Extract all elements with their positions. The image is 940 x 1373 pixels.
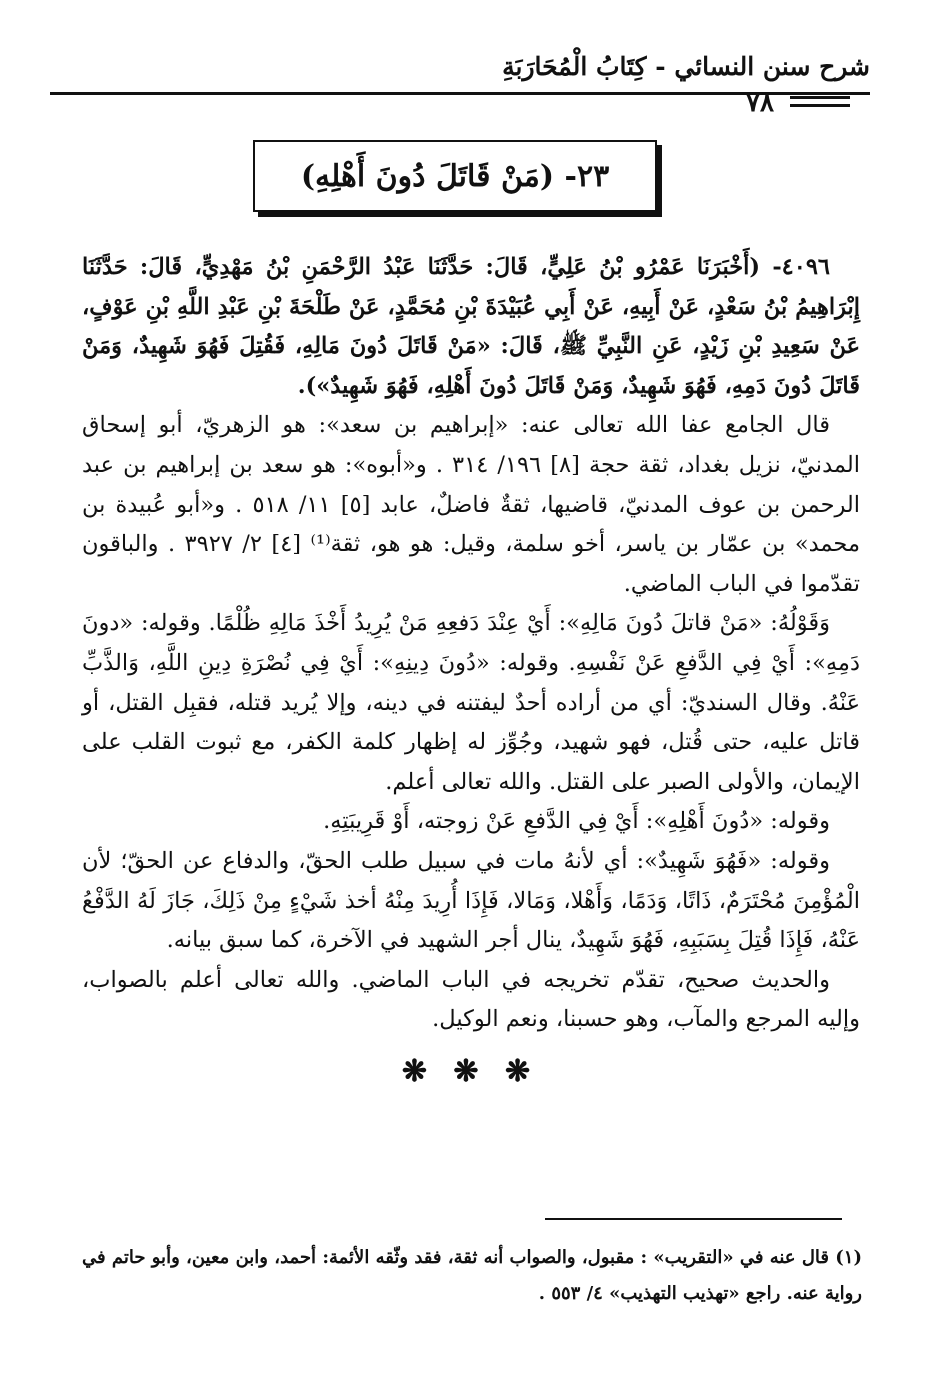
chapter-heading: ٢٣- (مَنْ قَاتَلَ دُونَ أَهْلِهِ) bbox=[300, 158, 610, 194]
hadith-text: ٤٠٩٦- (أَخْبَرَنَا عَمْرُو بْنُ عَلِيٍّ، قَالَ: حَدَّثَنَا عَبْدُ الرَّحْمَنِ بْنُ مَهْدِيٍّ، قَالَ: حَدَّثَنَا إِبْرَاهِيمُ بْنُ سَعْدٍ، عَنْ أَبِيهِ، عَنْ أَبِي عُبَيْدَةَ بْنِ مُحَمَّدٍ، عَنْ طَلْحَةَ بْنِ عَبْدِ اللَّهِ بْنِ عَوْفٍ، عَنْ سَعِيدِ بْنِ زَيْدٍ، عَنِ النَّبِيِّ ﷺ، قَالَ: «مَنْ قَاتَلَ دُونَ مَالِهِ، فَقُتِلَ فَهُوَ شَهِيدٌ، وَمَنْ قَاتَلَ دُونَ دَمِهِ، فَهُوَ شَهِيدٌ، وَمَنْ قَاتَلَ دُونَ أَهْلِهِ، فَهُوَ شَهِيدٌ»). bbox=[82, 254, 860, 399]
commentary-paragraph-1: قال الجامع عفا الله تعالى عنه: «إبراهيم بن سعد»: هو الزهريّ، أبو إسحاق المدنيّ، نزيل بغداد، ثقة حجة [٨] ١٩٦/ ٣١٤ . و«أبوه»: هو سعد بن إبراهيم بن عبد الرحمن بن عوف المدنيّ، قاضيها، ثقةٌ فاضلٌ، عابد [٥] ١١/ ٥١٨ . و«أبو عُبيدة بن محمد» بن عمّار بن ياسر، أخو سلمة، وقيل: هو هو، ثقة⁽¹⁾ [٤] ٢/ ٣٩٢٧ . والباقون تقدّموا في الباب الماضي. bbox=[82, 412, 860, 597]
commentary-paragraph-5: والحديث صحيح، تقدّم تخريجه في الباب الماضي. والله تعالى أعلم بالصواب، وإليه المرجع والمآب، وهو حسبنا، ونعم الوكيل. bbox=[82, 966, 860, 1033]
running-header-title: شرح سنن النسائي - كِتَابُ الْمُحَارَبَةِ bbox=[502, 52, 870, 81]
commentary-paragraph-2: وَقَوْلُهُ: «مَنْ قاتلَ دُونَ مَالِهِ»: أَيْ عِنْدَ دَفعِهِ مَنْ يُرِيدُ أَخْذَ مَالِهِ ظُلْمًا. وقوله: «دونَ دَمِهِ»: أَيْ فِي الدَّفعِ عَنْ نَفْسِهِ. وقوله: «دُونَ دِينِهِ»: أَيْ فِي نُصْرَةِ دِينِ اللَّهِ، وَالذَّبِّ عَنْهُ. وقال السنديّ: أي من أراده أحدٌ ليفتنه في دينه، وإلا يُريد قتله، فقبِل القتل، أو قاتل عليه، حتى قُتل، فهو شهيد، وجُوِّز له إظهار كلمة الكفر، مع ثبوت القلب على الإيمان، والأولى الصبر على القتل. والله تعالى أعلم. bbox=[82, 610, 860, 795]
section-separator: ❋ ❋ ❋ bbox=[401, 1054, 539, 1089]
commentary-paragraph-4: وقوله: «فَهُوَ شَهِيدٌ»: أي لأنهُ مات في سبيل طلب الحقّ، والدفاع عن الحقّ؛ لأن الْمُؤْمِنَ مُحْتَرَمٌ، ذَاتًا، وَدَمًا، وَأَهْلا، وَمَالا، فَإِذَا أُرِيدَ مِنْهُ أخذ شَيْءٍ مِنْ ذَلِكَ، جَازَ لَهُ الدَّفْعُ عَنْهُ، فَإِذَا قُتِلَ بِسَبَبِهِ، فَهُوَ شَهِيدٌ، ينال أجر الشهيد في الآخرة، كما سبق بيانه. bbox=[82, 847, 860, 954]
footnote bbox=[82, 1240, 862, 1312]
footnote-text: (١) قال عنه في «التقريب» : مقبول، والصواب أنه ثقة، فقد وثّقه الأئمة: أحمد، وابن معين، وأبو حاتم في رواية عنه. راجع «تهذيب التهذيب» ٤/ ٥٥٣ . bbox=[82, 1247, 862, 1304]
chapter-heading-box bbox=[253, 140, 657, 212]
page-number-ornament bbox=[790, 96, 850, 112]
footnote-rule bbox=[545, 1218, 842, 1220]
commentary-paragraph-3: وقوله: «دُونَ أَهْلِهِ»: أَيْ فِي الدَّفعِ عَنْ زوجته، أَوْ قَرِيبَتِهِ. bbox=[323, 808, 830, 835]
main-text bbox=[82, 248, 860, 1040]
page-number: ٧٨ bbox=[746, 88, 774, 118]
